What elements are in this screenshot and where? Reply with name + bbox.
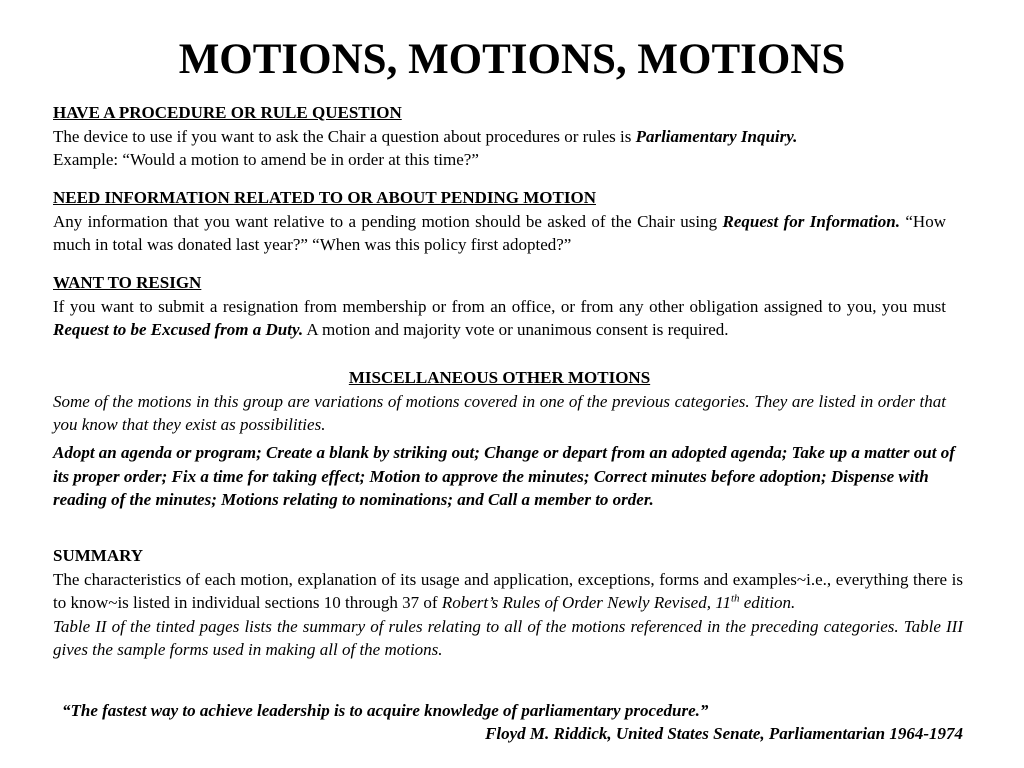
body-text: Any information that you want relative to a pending motion should be asked of the Chair using [53, 211, 723, 231]
section-summary [53, 544, 963, 662]
section-body [53, 125, 946, 149]
quote-text: “The fastest way to achieve leadership is to acquire knowledge of parliamentary procedure.” [62, 701, 709, 720]
body-text: The characteristics of each motion, explanation of its usage and application, exceptions, forms and examples~i.e., everything there is to know~is listed in individual sections 10 through 37 of [53, 569, 963, 612]
section-body [53, 295, 946, 342]
section-information [53, 186, 946, 257]
section-misc [53, 366, 946, 437]
quote-attribution: Floyd M. Riddick, United States Senate, Parliamentarian 1964-1974 [485, 724, 963, 743]
section-heading: MISCELLANEOUS OTHER MOTIONS [348, 368, 651, 387]
body-tail: “How much in total was donated last year?” “When was this policy first adopted?” [53, 211, 946, 254]
section-heading: SUMMARY [53, 546, 144, 565]
book-title: Robert’s Rules of Order Newly Revised, 11th edition. [441, 592, 796, 612]
body-text: The device to use if you want to ask the Chair a question about procedures or rules is [53, 126, 636, 146]
section-resign [53, 271, 946, 342]
body-text: If you want to submit a resignation from membership or from an office, or from any other obligation assigned to you, you must [53, 296, 946, 316]
section-heading: WANT TO RESIGN [53, 273, 202, 292]
term-request-to-be-excused: Request to be Excused from a Duty. [53, 320, 304, 339]
section-heading: HAVE A PROCEDURE OR RULE QUESTION [53, 103, 402, 122]
misc-intro: Some of the motions in this group are variations of motions covered in one of the previous categories. They are listed in order that you know that they exist as possibilities. [53, 391, 946, 434]
example-text: Example: “Would a motion to amend be in order at this time?” [53, 150, 479, 169]
term-parliamentary-inquiry: Parliamentary Inquiry. [635, 126, 798, 146]
section-body [53, 210, 946, 257]
term-request-for-information: Request for Information. [722, 211, 900, 231]
tables-note: Table II of the tinted pages lists the summary of rules relating to all of the motions referenced in the preceding categories. Table III gives the sample forms used in making all of the motions. [53, 616, 963, 659]
section-body [53, 568, 963, 615]
section-heading: NEED INFORMATION RELATED TO OR ABOUT PENDING MOTION [53, 188, 596, 207]
section-procedure [53, 101, 946, 172]
body-tail: A motion and majority vote or unanimous consent is required. [303, 320, 729, 339]
page-title: MOTIONS, MOTIONS, MOTIONS [178, 36, 846, 83]
misc-motion-list: Adopt an agenda or program; Create a blank by striking out; Change or depart from an adopted agenda; Take up a matter out of its proper order; Fix a time for taking effect; Motion to approve the minutes; Correct minutes before adoption; Dispense with reading of the minutes; Motions relating to nominations; and Call a member to order. [53, 443, 955, 509]
